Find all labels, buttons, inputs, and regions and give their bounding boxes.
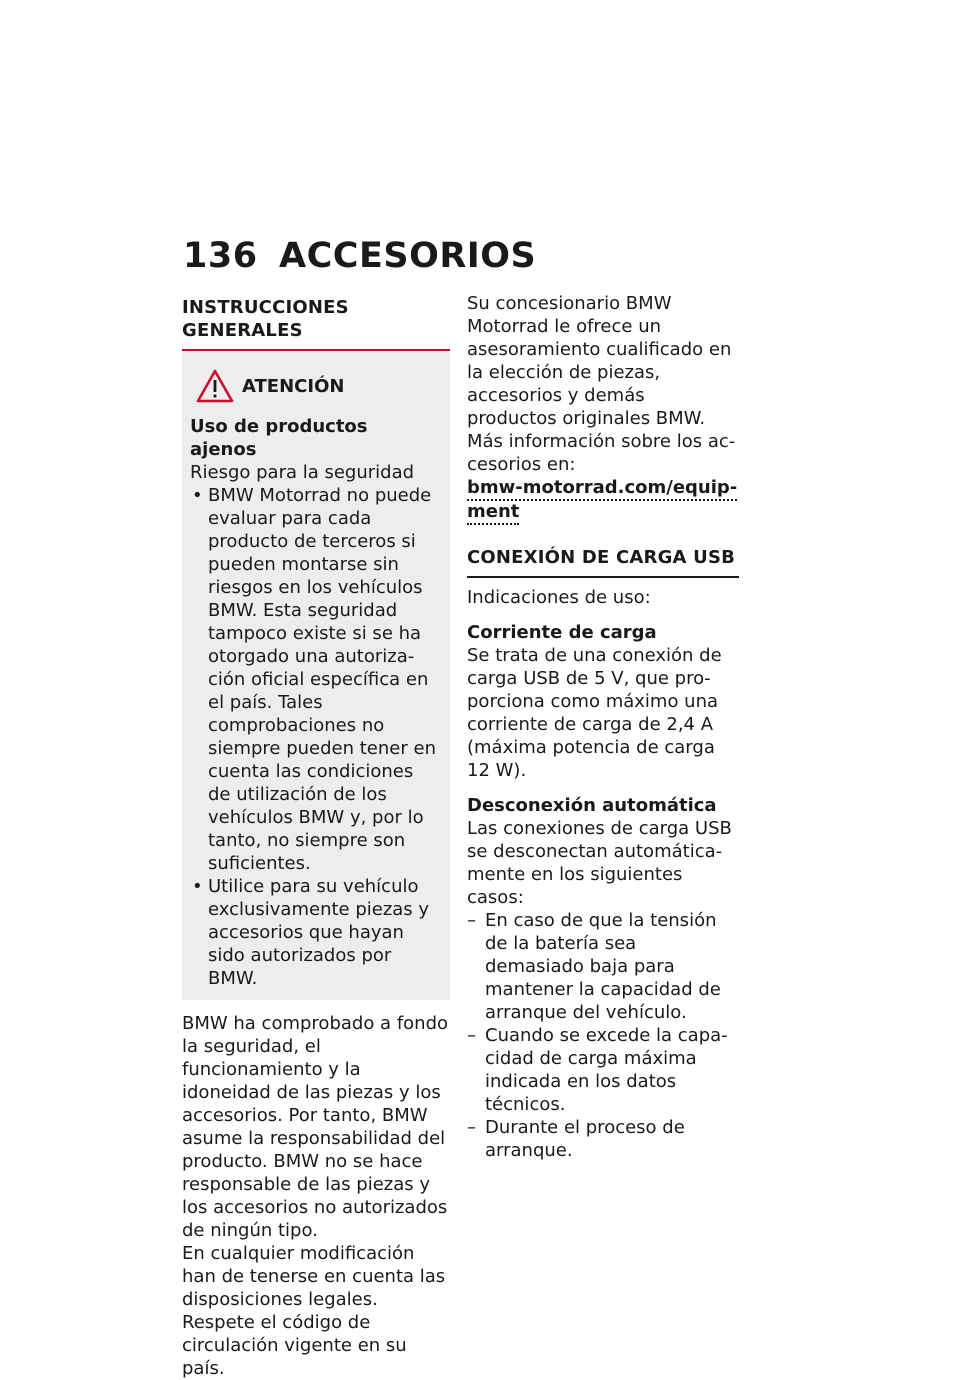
page-header — [183, 236, 536, 276]
warning-triangle-icon — [196, 369, 234, 403]
charging-current-text: Se trata de una conexión de carga USB de 5 V, que proporciona como máximo una corriente de carga de 2,4 A (máxima potencia de carga 12 W). — [467, 645, 722, 781]
right-column — [467, 292, 739, 1162]
paragraph-legal — [182, 1242, 450, 1380]
warning-label: ATENCIÓN — [242, 375, 345, 397]
paragraph-legal-text: En cualquier modificación han de tenerse en cuenta las disposiciones legales. Respete el código de circulación vigente en su país. — [182, 1243, 446, 1379]
chapter-title: ACCESORIOS — [279, 236, 537, 276]
disconnect-case: – Durante el proceso de arranque. — [467, 1116, 739, 1162]
page-number: 136 — [183, 236, 258, 276]
warning-subheading: Riesgo para la seguridad — [190, 462, 415, 483]
usb-intro: Indicaciones de uso: — [467, 587, 651, 608]
disconnect-case: – Cuando se excede la capacidad de carga máxima indicada en los datos técnicos. — [467, 1024, 739, 1116]
warning-header — [190, 369, 440, 403]
paragraph-dealer: Su concesionario BMW Motorrad le ofrece un asesoramiento cualificado en la elección de piezas, accesorios y demás productos originales BMW. — [467, 293, 732, 429]
warning-bullet: • Utilice para su vehículo exclusivamente piezas y accesorios que hayan sido autorizados por BMW. — [190, 875, 440, 990]
auto-disconnect-title: Desconexión automática — [467, 795, 717, 816]
paragraph-responsibility: BMW ha comprobado a fondo la seguridad, el funcionamiento y la idoneidad de las piezas y los accesorios. Por tanto, BMW asume la responsabilidad del producto. BMW no se hace responsable de las piezas y los accesorios no autorizados de ningún tipo. — [182, 1013, 449, 1241]
accessories-link[interactable]: bmw-motorrad.com/equipment — [467, 477, 737, 525]
paragraph-more-info: Más información sobre los accesorios en: — [467, 431, 736, 475]
section-title-general: INSTRUCCIONES GENERALES — [182, 296, 450, 351]
warning-bullet: • BMW Motorrad no puede evaluar para cada producto de terceros si pueden montarse sin riesgos en los vehículos BMW. Esta seguridad tampoco existe si se ha otorgado una autorización oficial específica en el país. Tales comprobaciones no siempre pueden tener en cuenta las condiciones de utilización de los vehículos BMW y, por lo tanto, no siempre son suficientes. — [190, 484, 440, 875]
warning-box — [182, 351, 450, 1000]
section-title-usb: CONEXIÓN DE CARGA USB — [467, 546, 739, 578]
left-column — [182, 296, 450, 1380]
disconnect-case: – En caso de que la tensión de la batería sea demasiado baja para mantener la capacidad de arranque del vehículo. — [467, 909, 739, 1024]
charging-current-title: Corriente de carga — [467, 622, 657, 643]
warning-heading: Uso de productos ajenos — [190, 416, 368, 460]
auto-disconnect-text: Las conexiones de carga USB se desconectan automáticamente en los siguientes casos: — [467, 818, 732, 908]
